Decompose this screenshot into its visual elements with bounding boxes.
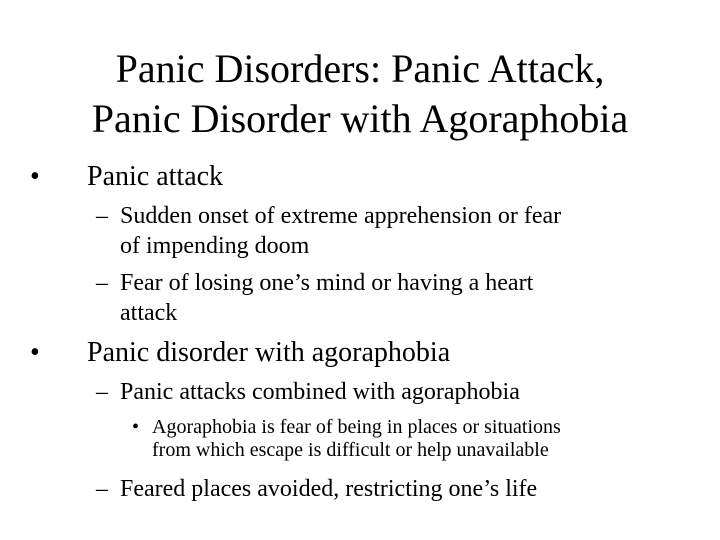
bullet-panic-attack xyxy=(30,162,223,192)
bullet-panic-disorder-agoraphobia xyxy=(30,338,450,368)
slide-title-line-1: Panic Disorders: Panic Attack, xyxy=(115,46,605,91)
subsubbullet-line-2: from which escape is difficult or help unavailable xyxy=(152,439,549,461)
subbullet-feared-places-avoided xyxy=(96,474,537,504)
subbullet-fear-losing-mind xyxy=(96,268,533,328)
dash-marker: – xyxy=(96,379,108,405)
subbullet-line-1: Sudden onset of extreme apprehension or fear xyxy=(120,203,562,229)
subbullet-sudden-onset xyxy=(96,201,561,261)
bullet-marker: • xyxy=(132,416,140,438)
dash-marker: – xyxy=(96,270,108,296)
subsubbullet-agoraphobia-definition xyxy=(132,416,561,462)
subbullet-line-1: Fear of losing one’s mind or having a heart xyxy=(120,270,534,296)
subbullet-line-1: Feared places avoided, restricting one’s life xyxy=(120,476,538,502)
subbullet-line-1: Panic attacks combined with agoraphobia xyxy=(120,379,520,405)
subbullet-line-2: of impending doom xyxy=(120,233,310,259)
bullet-marker: • xyxy=(30,337,40,368)
bullet-marker: • xyxy=(30,161,40,192)
dash-marker: – xyxy=(96,203,108,229)
bullet-text: Panic attack xyxy=(87,161,224,192)
bullet-text: Panic disorder with agoraphobia xyxy=(87,337,451,368)
dash-marker: – xyxy=(96,476,108,502)
slide-title-line-2: Panic Disorder with Agoraphobia xyxy=(91,96,629,141)
subbullet-line-2: attack xyxy=(120,300,178,326)
subsubbullet-line-1: Agoraphobia is fear of being in places or situations xyxy=(152,416,561,438)
subbullet-panic-attacks-combined xyxy=(96,377,520,407)
